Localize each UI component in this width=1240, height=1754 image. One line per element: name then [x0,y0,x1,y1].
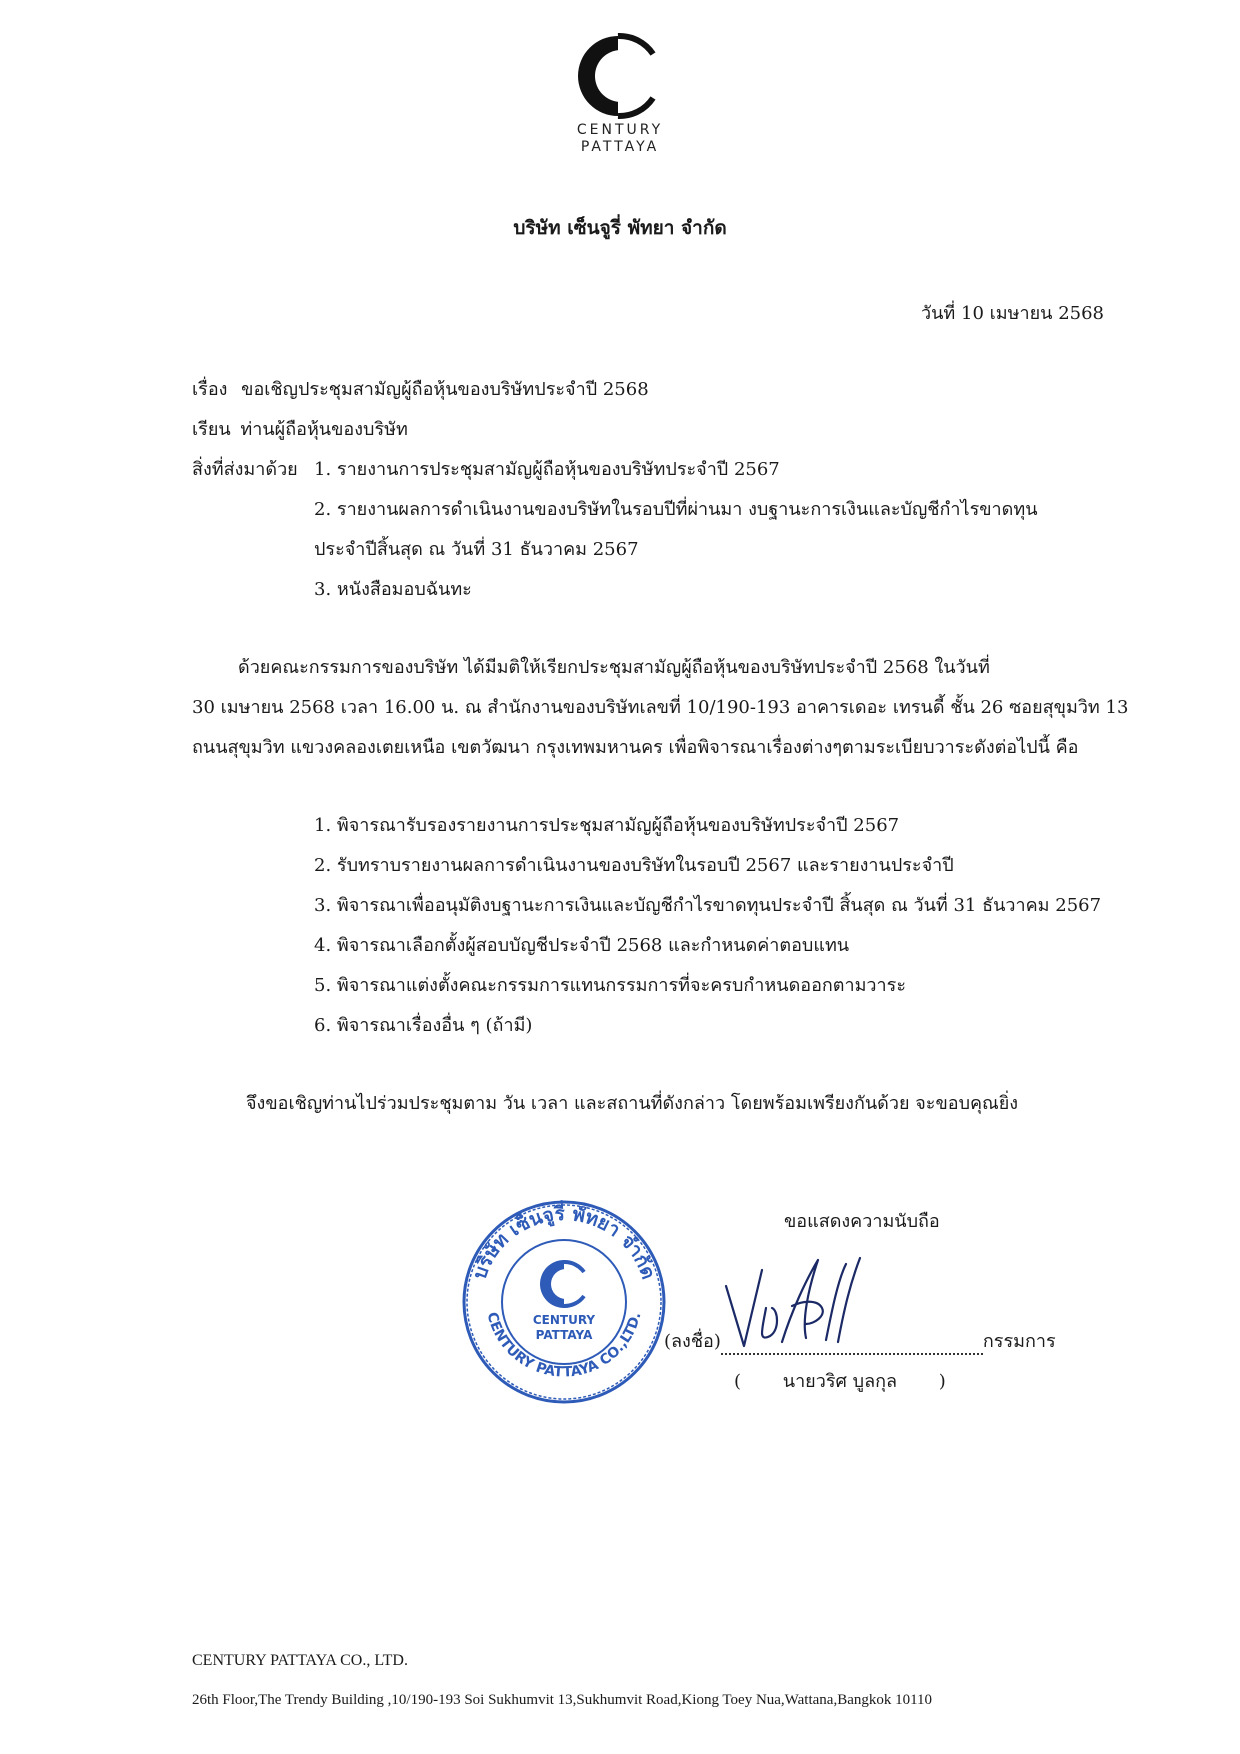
signature-prefix: (ลงชื่อ) [664,1331,721,1352]
agenda-item-3: 3. พิจารณาเพื่ออนุมัติงบฐานะการเงินและบัญชีกำไรขาดทุนประจำปี สิ้นสุด ณ วันที่ 31 ธันวาคม 2567 [314,895,1102,916]
agenda-item-2: 2. รับทราบรายงานผลการดำเนินงานของบริษัทในรอบปี 2567 และรายงานประจำปี [314,855,954,876]
closing-salutation: ขอแสดงความนับถือ [784,1211,940,1232]
agenda-item-5: 5. พิจารณาแต่งตั้งคณะกรรมการแทนกรรมการที่จะครบกำหนดออกตามวาระ [314,975,906,996]
footer-address: 26th Floor,The Trendy Building ,10/190-193 Soi Sukhumvit 13,Sukhumvit Road,Kiong Toey Nua,Wattana,Bangkok 10110 [192,1692,933,1708]
company-logo [560,30,680,156]
seal-c-logo-icon [540,1256,594,1312]
enclosure-item-1: 1. รายงานการประชุมสามัญผู้ถือหุ้นของบริษัทประจำปี 2567 [314,459,780,480]
seal-century-text: CENTURY [532,1313,596,1327]
signature-title: กรรมการ [982,1331,1056,1352]
subject-text: ขอเชิญประชุมสามัญผู้ถือหุ้นของบริษัทประจำปี 2568 [241,379,649,400]
company-name-thai: บริษัท เซ็นจูรี่ พัทยา จำกัด [513,217,727,239]
body-line-2: 30 เมษายน 2568 เวลา 16.00 น. ณ สำนักงานของบริษัทเลขที่ 10/190-193 อาคารเดอะ เทรนดี้ ชั้น 26 ซอยสุขุมวิท 13 [192,697,1129,718]
agenda-item-4: 4. พิจารณาเลือกตั้งผู้สอบบัญชีประจำปี 2568 และกำหนดค่าตอบแทน [314,935,850,956]
century-c-logo-icon [575,30,665,122]
company-seal-stamp [458,1196,670,1408]
body-line-1: ด้วยคณะกรรมการของบริษัท ได้มีมติให้เรียกประชุมสามัญผู้ถือหุ้นของบริษัทประจำปี 2568 ในวันที่ [238,657,990,678]
signature-dotted-line [721,1333,983,1355]
body-line-3: ถนนสุขุมวิท แขวงคลองเตยเหนือ เขตวัฒนา กรุงเทพมหานคร เพื่อพิจารณาเรื่องต่างๆตามระเบียบวาระดังต่อไปนี้ คือ [192,737,1079,758]
addressee-line [192,414,408,443]
signature-line [664,1326,1056,1355]
name-close-paren: ) [938,1371,946,1392]
seal-english-text: CENTURY PATTAYA CO.,LTD. [483,1310,645,1381]
signatory-name-line [734,1366,946,1395]
enclosure-item-2: 2. รายงานผลการดำเนินงานของบริษัทในรอบปีที่ผ่านมา งบฐานะการเงินและบัญชีกำไรขาดทุน [314,499,1038,520]
enclosures-label: สิ่งที่ส่งมาด้วย [192,459,298,480]
enclosure-item-3: 3. หนังสือมอบฉันทะ [314,579,472,600]
subject-line [192,374,649,403]
signatory-name: นายวริศ บูลกุล [782,1371,898,1392]
name-open-paren: ( [734,1371,742,1392]
agenda-item-1: 1. พิจารณารับรองรายงานการประชุมสามัญผู้ถือหุ้นของบริษัทประจำปี 2567 [314,815,900,836]
seal-thai-text: บริษัท เซ็นจูรี่ พัทยา จำกัด [468,1202,660,1283]
seal-pattaya-text: PATTAYA [535,1328,593,1342]
agenda-item-6: 6. พิจารณาเรื่องอื่น ๆ (ถ้ามี) [314,1015,533,1036]
logo-text-pattaya: PATTAYA [580,139,660,155]
subject-label: เรื่อง [192,379,228,400]
letter-date: วันที่ 10 เมษายน 2568 [921,303,1104,324]
logo-text-century: CENTURY [576,122,664,138]
addressee-label: เรียน [192,419,231,440]
addressee-text: ท่านผู้ถือหุ้นของบริษัท [240,419,408,440]
invitation-text: จึงขอเชิญท่านไปร่วมประชุมตาม วัน เวลา และสถานที่ดังกล่าว โดยพร้อมเพรียงกันด้วย จะขอบคุณยิ่ง [246,1093,1019,1114]
footer-company-name: CENTURY PATTAYA CO., LTD. [192,1652,408,1669]
enclosure-item-2-cont: ประจำปีสิ้นสุด ณ วันที่ 31 ธันวาคม 2567 [314,539,639,560]
